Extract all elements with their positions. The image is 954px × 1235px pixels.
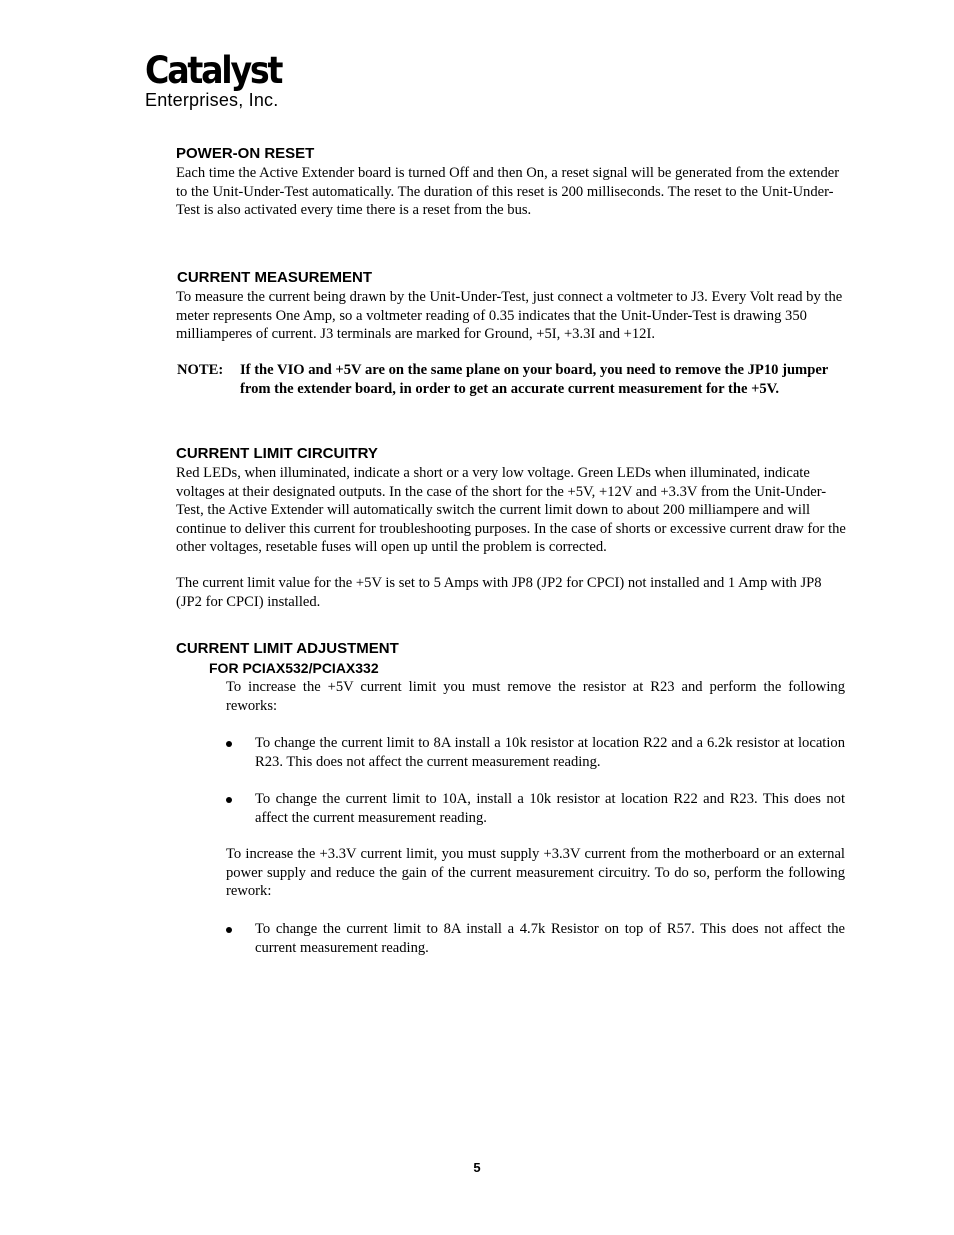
list-item-text: To change the current limit to 10A, install a 10k resistor at location R22 and R23. This does not affect the current measurement reading. [255, 791, 845, 826]
list-item [226, 920, 845, 957]
page-number: 5 [473, 1160, 481, 1175]
current-limit-circuitry-body: Red LEDs, when illuminated, indicate a short or a very low voltage. Green LEDs when illuminated, indicate voltages at their designated outputs. In the case of the short for the +5V, +12V and +3.3V from the Unit-Under-Test, the Active Extender will automatically switch the current limit down to about 200 milliampere and will continue to deliver this current for troubleshooting purposes. In the case of shorts or excessive current draw for the other voltages, resetable fuses will open up until the problem is corrected. [176, 465, 846, 556]
bullet-icon [226, 927, 232, 933]
current-limit-circuitry-heading: CURRENT LIMIT CIRCUITRY [176, 445, 378, 462]
logo-subtitle: Enterprises, Inc. [145, 90, 279, 110]
bullet-icon [226, 741, 232, 747]
note-block [177, 361, 847, 398]
company-logo [145, 49, 296, 110]
plus3v3-intro: To increase the +3.3V current limit, you must supply +3.3V current from the motherboard or an external power supply and reduce the gain of the current measurement circuitry. To do so, perform the following rework: [226, 846, 845, 900]
power-on-reset-body: Each time the Active Extender board is turned Off and then On, a reset signal will be generated from the extender to the Unit-Under-Test automatically. The duration of this reset is 200 milliseconds. The reset to the Unit-Under-Test is also activated every time there is a reset from the bus. [176, 165, 840, 219]
list-item [226, 734, 845, 771]
pciax-subheading: FOR PCIAX532/PCIAX332 [209, 660, 379, 676]
list-item [226, 790, 845, 827]
current-measurement-heading: CURRENT MEASUREMENT [177, 269, 372, 286]
note-text: If the VIO and +5V are on the same plane on your board, you need to remove the JP10 jumper from the extender board, in order to get an accurate current measurement for the +5V. [240, 362, 829, 397]
current-limit-adjustment-heading: CURRENT LIMIT ADJUSTMENT [176, 640, 399, 657]
bullet-icon [226, 797, 232, 803]
plus5v-intro: To increase the +5V current limit you must remove the resistor at R23 and perform the following reworks: [226, 679, 845, 714]
list-item-text: To change the current limit to 8A install a 10k resistor at location R22 and a 6.2k resistor at location R23. This does not affect the current measurement reading. [255, 735, 845, 770]
logo-wordmark: Catalyst [145, 49, 282, 92]
list-item-text: To change the current limit to 8A install a 4.7k Resistor on top of R57. This does not affect the current measurement reading. [255, 921, 845, 956]
current-measurement-body: To measure the current being drawn by the Unit-Under-Test, just connect a voltmeter to J3. Every Volt read by the meter represents One Amp, so a voltmeter reading of 0.35 indicates that the Unit-Under-Test is drawing 350 milliamperes of current. J3 terminals are marked for Ground, +5I, +3.3I and +12I. [176, 289, 843, 343]
note-label: NOTE: [177, 362, 224, 378]
current-limit-value-paragraph: The current limit value for the +5V is set to 5 Amps with JP8 (JP2 for CPCI) not installed and 1 Amp with JP8 (JP2 for CPCI) installed. [176, 575, 822, 610]
power-on-reset-heading: POWER-ON RESET [176, 145, 315, 162]
